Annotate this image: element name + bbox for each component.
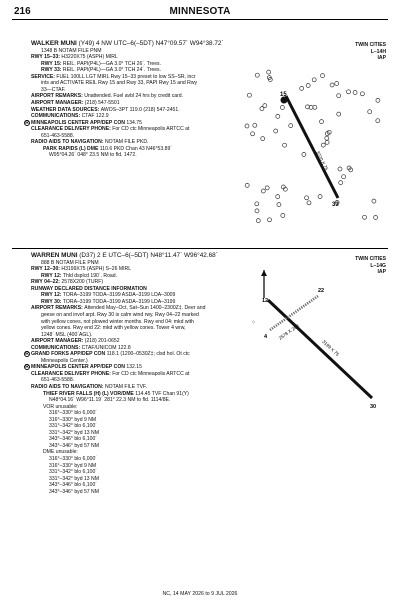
walker-line-text: 134.75 — [126, 119, 142, 126]
warren-rwy30-label: 30 — [370, 404, 377, 410]
warren-line-text: with yellow cones, not plowed winter months. Rwy end 04: mkd with — [41, 318, 194, 325]
radar-service-icon: R — [25, 119, 29, 126]
tree-icon — [255, 202, 259, 206]
warren-line-label: CLEARANCE DELIVERY PHONE: — [31, 370, 113, 377]
entry-separator — [12, 248, 388, 249]
warren-line-label: THIEF RIVER FALLS (H) (L) VOR/DME — [43, 390, 136, 397]
tree-icon — [263, 104, 267, 108]
walker-line-text: W95°04.26´ 048° 23.5 NM to fld. 1472. — [49, 152, 137, 159]
tree-icon — [267, 70, 271, 74]
walker-line-label: PARK RAPIDS (L) DME — [43, 145, 100, 152]
page-number: 216 — [14, 6, 31, 17]
tree-icon — [360, 92, 364, 96]
warren-line-text: 316°–330° blo 6,000´ — [49, 456, 97, 462]
warren-line-label: RWY 12: — [41, 272, 63, 279]
page-footer: NC, 14 MAY 2026 to 9 JUL 2026 — [162, 591, 238, 597]
tree-icon — [347, 90, 351, 94]
warren-line-label: RWY 12–30: — [31, 266, 62, 273]
warren-line-text: 331°–342° byd 13 NM — [49, 429, 99, 436]
tree-icon — [283, 143, 287, 147]
tree-icon — [255, 209, 259, 213]
tree-icon — [261, 189, 265, 193]
tree-icon — [320, 120, 324, 124]
warren-line-text: 118.1 (1200–0530Z‡; clsd hol. Ot ctc — [106, 351, 190, 358]
tree-icon — [255, 73, 259, 77]
tree-icon — [318, 195, 322, 199]
warren-line-text: Minneapolis Center.) — [41, 357, 88, 364]
warren-chart: L–14G — [370, 262, 386, 269]
walker-line-label: AIRPORT REMARKS: — [31, 93, 85, 100]
warren-line-text: 132.15 — [126, 364, 142, 371]
tree-icon — [337, 112, 341, 116]
warren-line-label: RWY 04–22: — [31, 279, 62, 286]
walker-line-text: 110.6 PKD Chan 43 N46°53.89´ — [99, 145, 172, 152]
warren-line-text: 651-463-5588. — [41, 377, 75, 384]
tree-icon — [376, 98, 380, 102]
tree-icon — [276, 114, 280, 118]
tree-icon — [300, 86, 304, 90]
walker-line-label: MINNEAPOLIS CENTER APP/DEP CON — [31, 119, 127, 126]
warren-line-label: COMMUNICATIONS: — [31, 344, 82, 351]
warren-line-text: Attended May–Oct, Sat–Sun 1400–2300Z‡. Deer and — [84, 305, 206, 312]
warren-line-label: RUNWAY DECLARED DISTANCE INFORMATION — [31, 285, 147, 292]
warren-line-text: NOTAM FILE TVF. — [104, 383, 147, 390]
walker-line-text: For CD ctc Minneapolis ARTCC at — [112, 126, 190, 133]
walker-region: TWIN CITIES — [355, 42, 386, 48]
warren-line-text: 316°–330° byd 9 NM — [49, 462, 97, 469]
walker-line-text: ints and ACTIVATE REIL Rwy 15 and Rwy 33, PAPI Rwy 15 and Rwy — [41, 80, 198, 87]
walker-line-label: RWY 15: — [41, 60, 63, 67]
warren-line-text: 316°–330° byd 9 NM — [49, 416, 97, 423]
tree-icon — [265, 186, 269, 190]
windsock-icon: ◇ — [252, 319, 256, 324]
warren-iap: IAP — [377, 269, 386, 276]
warren-line-text: Thld dsplcd 190´. Road. — [62, 272, 117, 279]
walker-chart: L–14H — [370, 48, 386, 55]
warren-line — [31, 252, 296, 260]
tree-icon — [363, 215, 367, 219]
tree-icon — [253, 123, 257, 127]
warren-line-text: 114.45 TVF Chan 91(Y) — [135, 390, 189, 397]
walker-line-text: Unattended. Fuel avbl 24 hrs by credit card. — [84, 93, 184, 100]
walker-airport-diagram — [240, 66, 390, 226]
tree-icon — [268, 218, 272, 222]
warren-runway-12-30 — [268, 300, 372, 398]
tree-icon — [281, 214, 285, 218]
tree-icon — [245, 124, 249, 128]
tree-icon — [289, 124, 293, 128]
warren-line-text: (D37) 2 E UTC–6(–5DT) N48°11.47´ W96°42.68´ — [77, 252, 218, 259]
warren-line-text: N48°04.16´ W96°11.19´ 281° 22.3 NM to fld. 1114/8E. — [49, 397, 171, 404]
tree-icon — [376, 119, 380, 123]
warren-line-text: 331°–342° byd 13 NM — [49, 475, 99, 482]
warren-line-label: GRAND FORKS APP/DEP CON — [31, 351, 107, 358]
walker-line-text: CTAF 122.9 — [81, 113, 109, 120]
tree-icon — [321, 143, 325, 147]
warren-line-text: 343°–346° blo 6,100´ — [49, 436, 97, 443]
tree-icon — [261, 137, 265, 141]
warren-line-label: RWY 12: — [41, 292, 63, 299]
warren-line-text: 316°–330° blo 6,000´ — [49, 410, 97, 417]
tree-icon — [305, 196, 309, 200]
warren-line-text: TORA–3199 TODA–3199 ASDA–3199 LDA–3199 — [62, 298, 176, 305]
tower-top-icon — [261, 270, 267, 276]
walker-iap: IAP — [377, 55, 386, 62]
warren-line-label: RWY 30: — [41, 298, 63, 305]
radar-service-icon: R — [25, 364, 29, 371]
tree-icon — [256, 219, 260, 223]
tree-icon — [342, 175, 346, 179]
walker-line-text: REIL. PAPI(P4L)—GA 3.0° TCH 24´. Trees. — [62, 67, 162, 74]
radar-service-icon: R — [25, 351, 29, 358]
walker-runway-dims: 3220 X 75 — [315, 150, 330, 172]
tree-icon — [312, 78, 316, 82]
warren-line-text: 343°–346° byd 57 NM — [49, 488, 99, 495]
walker-line-label: WEATHER DATA SOURCES: — [31, 106, 101, 113]
tree-icon — [277, 203, 281, 207]
tree-icon — [247, 93, 251, 97]
tree-icon — [274, 129, 278, 133]
walker-line-text: 33—CTAF. — [41, 86, 66, 93]
walker-line-text: AWOS–3PT 119.0 (218) 547-2451. — [100, 106, 180, 113]
walker-line-label: RWY 33: — [41, 67, 63, 74]
walker-line-text: H3220X75 (ASPH) MIRL — [61, 54, 118, 61]
warren-line-text: 343°–346° byd 57 NM — [49, 442, 99, 449]
warren-line-text: DME unusable: — [43, 449, 78, 456]
tree-icon — [321, 74, 325, 78]
tree-icon — [372, 199, 376, 203]
walker-line-label: CLEARANCE DELIVERY PHONE: — [31, 126, 113, 133]
warren-line-label: RADIO AIDS TO NAVIGATION: — [31, 383, 105, 390]
warren-line-text: CTAF/UNICOM 122.8 — [81, 344, 131, 351]
warren-line-text: H3199X75 (ASPH) S–26 MIRL — [61, 266, 132, 273]
walker-runway — [286, 96, 338, 198]
tree-icon — [325, 140, 329, 144]
warren-region: TWIN CITIES — [355, 256, 386, 262]
walker-line-label: RWY 15–33: — [31, 54, 62, 61]
walker-rwy15-label: 15 — [280, 92, 287, 98]
warren-line-text: 343°–346° blo 6,100´ — [49, 482, 97, 489]
warren-line-label: AIRPORT MANAGER: — [31, 338, 85, 345]
tree-icon — [335, 82, 339, 86]
tree-icon — [276, 195, 280, 199]
walker-line-label: AIRPORT MANAGER: — [31, 99, 85, 106]
warren-line-text: 2578X200 (TURF) — [61, 279, 104, 286]
walker-line-text: FUEL 100LL LGT MIRL Rwy 15–33 preset to low SS–SR, incr — [56, 73, 196, 80]
walker-line-label: SERVICE: — [31, 73, 57, 80]
warren-line-text: 331°–342° blo 6,100´ — [49, 469, 97, 476]
warren-line-text: geese on and invof arpt. Rwy 30 is calm wind rwy. Rwy 04–22 marked — [41, 311, 199, 318]
tree-icon — [330, 83, 334, 87]
tree-icon — [306, 84, 310, 88]
warren-line-text: VOR unusable: — [43, 403, 78, 410]
warren-line — [31, 489, 296, 496]
warren-asph-dims: 3199 X 75 — [321, 339, 341, 358]
walker-line-label: WALKER MUNI — [31, 40, 77, 47]
walker-line-label: COMMUNICATIONS: — [31, 113, 82, 120]
tree-icon — [339, 181, 343, 185]
walker-line-text: 651-463-5588. — [41, 132, 75, 139]
warren-line-text: For CD ctc Minneapolis ARTCC at — [112, 370, 190, 377]
walker-line-text: REIL. PAPI(P4L)—GA 3.0° TCH 26´. Trees. — [62, 60, 162, 67]
tree-icon — [337, 94, 341, 98]
warren-line-text: (218) 201-0652 — [84, 338, 120, 345]
tree-icon — [313, 105, 317, 109]
walker-line — [31, 40, 296, 48]
warren-line-text: TORA–3199 TODA–3199 ASDA–3199 LDA–3009 — [62, 292, 176, 299]
tree-icon — [280, 106, 284, 110]
tree-icon — [353, 91, 357, 95]
walker-line-text: 1348 B NOTAM FILE PNM — [41, 47, 102, 54]
header-rule — [12, 19, 388, 20]
tree-icon — [374, 216, 378, 220]
warren-line-label: WARREN MUNI — [31, 252, 78, 259]
warren-rwy22-label: 22 — [318, 288, 325, 294]
warren-line-text: 888 B NOTAM FILE PNM — [41, 259, 99, 266]
warren-rwy12-label: 12 — [262, 298, 269, 304]
walker-side-info — [355, 42, 386, 62]
tree-icon — [302, 153, 306, 157]
warren-airport-diagram — [248, 268, 388, 428]
tree-icon — [325, 136, 329, 140]
warren-rwy04-label: 4 — [264, 334, 268, 340]
walker-line-text: (Y49) 4 NW UTC–6(–5DT) N47°09.57´ W94°38.72´ — [76, 40, 224, 47]
tree-icon — [368, 110, 372, 114]
tree-icon — [245, 183, 249, 187]
state-title: MINNESOTA — [169, 6, 231, 17]
tree-icon — [307, 201, 311, 205]
walker-line-label: RADIO AIDS TO NAVIGATION: — [31, 139, 105, 146]
warren-turf-dims: 2578 X 200 — [277, 323, 300, 341]
warren-line-label: AIRPORT REMARKS: — [31, 305, 85, 312]
walker-line-text: (218) 547-5501 — [84, 99, 120, 106]
walker-line-text: NOTAM FILE PKD. — [104, 139, 149, 146]
warren-line-text: 331°–342° blo 6,100´ — [49, 423, 97, 430]
warren-line-text: yellow cones. Rwy end 22: mkd with yellow cones. Tower 4 wrw, — [41, 325, 186, 332]
warren-line-text: 1248´ MSL (400´AGL). — [41, 331, 93, 338]
warren-line-label: MINNEAPOLIS CENTER APP/DEP CON — [31, 364, 127, 371]
walker-rwy33-label: 33 — [332, 202, 339, 208]
tree-icon — [338, 167, 342, 171]
tree-icon — [251, 132, 255, 136]
